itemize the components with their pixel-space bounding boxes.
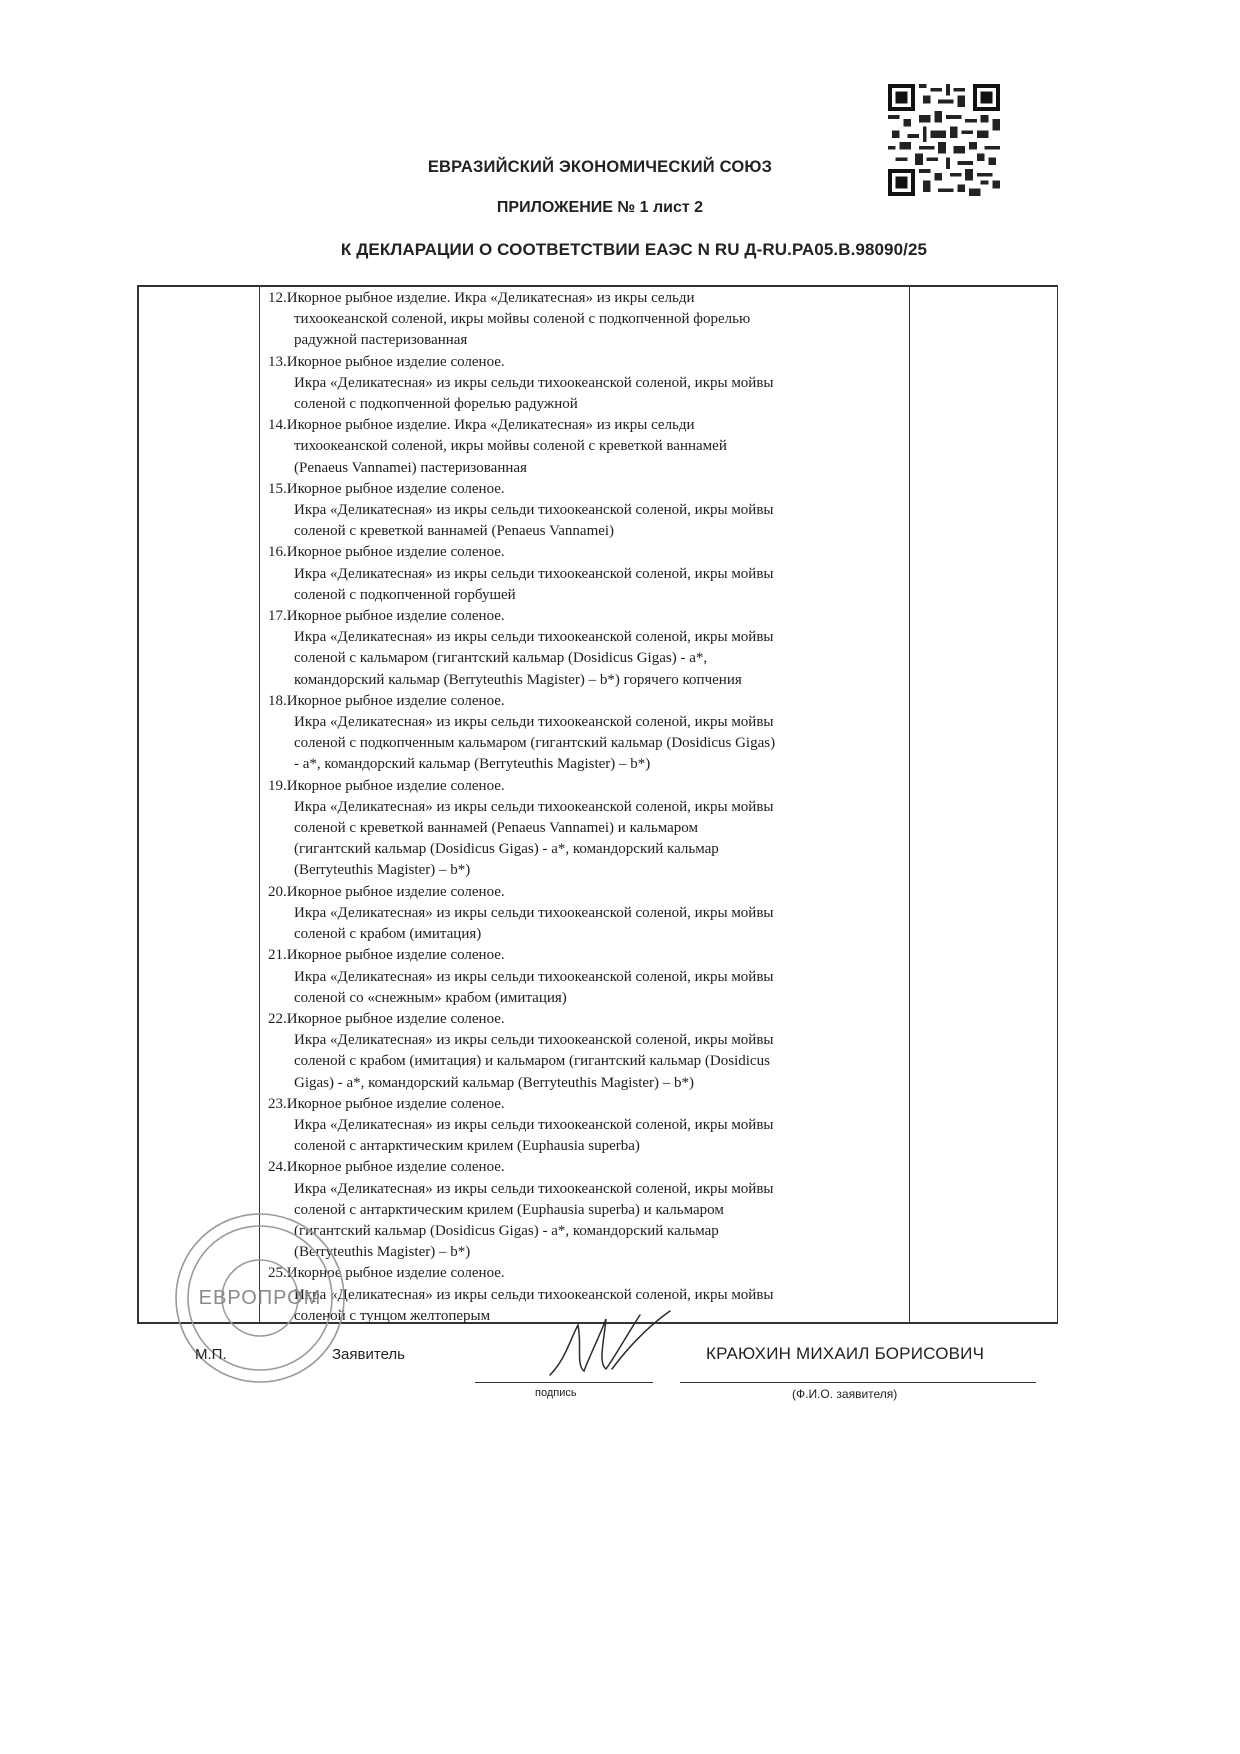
item-description-line: Икра «Деликатесная» из икры сельди тихоокеанской соленой, икры мойвы [294, 502, 774, 519]
list-item [268, 415, 908, 479]
item-heading: Икорное рыбное изделие соленое. [286, 544, 505, 561]
item-description-line: тихоокеанской соленой, икры мойвы соленой с креветкой ваннамей [294, 438, 727, 455]
name-line [680, 1382, 1036, 1383]
signature-icon [540, 1305, 680, 1385]
item-description-line: соленой с кальмаром (гигантский кальмар (Dosidicus Gigas) - а*, [294, 650, 708, 667]
item-heading: Икорное рыбное изделие. Икра «Деликатесная» из икры сельди [286, 290, 695, 306]
table-col-divider-2 [909, 285, 910, 1323]
list-item [268, 288, 908, 352]
item-heading: Икорное рыбное изделие соленое. [286, 608, 505, 625]
item-heading: Икорное рыбное изделие соленое. [286, 1265, 505, 1282]
table-right-border [1057, 285, 1059, 1323]
signature-line [475, 1382, 653, 1383]
item-number: 23. [268, 1095, 287, 1112]
union-title: ЕВРАЗИЙСКИЙ ЭКОНОМИЧЕСКИЙ СОЮЗ [427, 158, 773, 176]
item-number: 13. [268, 353, 287, 370]
appendix-title: ПРИЛОЖЕНИЕ № 1 лист 2 [496, 199, 704, 216]
item-number: 21. [268, 947, 287, 964]
item-heading: Икорное рыбное изделие соленое. [286, 692, 505, 709]
signature-caption: подпись [535, 1387, 577, 1399]
item-number: 15. [268, 480, 287, 497]
applicant-name: КРАЮХИН МИХАИЛ БОРИСОВИЧ [706, 1344, 985, 1363]
item-number: 19. [268, 777, 287, 794]
seal-place-label: М.П. [195, 1346, 227, 1363]
item-description-line: соленой со «снежным» крабом (имитация) [294, 989, 567, 1006]
item-description-line: соленой с подкопченным кальмаром (гигантский кальмар (Dosidicus Gigas) [294, 735, 776, 752]
item-description-line: Gigas) - а*, командорский кальмар (Berryteuthis Magister) – b*) [294, 1074, 695, 1091]
item-heading: Икорное рыбное изделие соленое. [286, 480, 505, 497]
list-item [268, 945, 908, 1009]
name-caption: (Ф.И.О. заявителя) [792, 1387, 898, 1401]
list-item [268, 1157, 908, 1263]
item-description-line: соленой с крабом (имитация) и кальмаром (гигантский кальмар (Dosidicus [294, 1053, 770, 1070]
item-description-line: (гигантский кальмар (Dosidicus Gigas) - а*, командорский кальмар [294, 1222, 719, 1239]
declaration-title: К ДЕКЛАРАЦИИ О СООТВЕТСТВИИ ЕАЭС N RU Д-RU.РА05.В.98090/25 [340, 240, 928, 259]
item-description-line: тихоокеанской соленой, икры мойвы соленой с подкопченной форелью [294, 311, 751, 328]
item-description-line: соленой с подкопченной форелью радужной [294, 396, 578, 413]
item-number: 18. [268, 692, 287, 709]
list-item [268, 1094, 908, 1158]
item-number: 25. [268, 1265, 287, 1282]
table-col-divider-1 [259, 285, 260, 1323]
list-item [268, 691, 908, 776]
qr-code-icon [888, 84, 1000, 196]
item-description-line: соленой с тунцом желтоперым [294, 1307, 491, 1324]
item-heading: Икорное рыбное изделие соленое. [286, 947, 505, 964]
item-number: 20. [268, 883, 287, 900]
item-description-line: командорский кальмар (Berryteuthis Magister) – b*) горячего копчения [294, 671, 742, 688]
table-left-border [137, 285, 139, 1323]
item-description-line: Икра «Деликатесная» из икры сельди тихоокеанской соленой, икры мойвы [294, 1116, 774, 1133]
item-description-line: соленой с креветкой ваннамей (Penaeus Vannamei) и кальмаром [294, 820, 699, 837]
item-number: 12. [268, 290, 287, 306]
item-description-line: Икра «Деликатесная» из икры сельди тихоокеанской соленой, икры мойвы [294, 968, 774, 985]
list-item [268, 606, 908, 691]
item-description-line: Икра «Деликатесная» из икры сельди тихоокеанской соленой, икры мойвы [294, 904, 774, 921]
stamp-text: ЕВРОПРОМ [198, 1287, 322, 1309]
item-description-line: соленой с антарктическим крилем (Euphausia superba) и кальмаром [294, 1201, 724, 1218]
list-item [268, 352, 908, 416]
item-number: 16. [268, 544, 287, 561]
item-description-line: Икра «Деликатесная» из икры сельди тихоокеанской соленой, икры мойвы [294, 629, 774, 646]
product-list [268, 288, 908, 1327]
list-item [268, 882, 908, 946]
item-heading: Икорное рыбное изделие соленое. [286, 1159, 505, 1176]
item-description-line: соленой с креветкой ваннамей (Penaeus Vannamei) [294, 523, 615, 540]
item-description-line: (Penaeus Vannamei) пастеризованная [294, 459, 527, 476]
item-heading: Икорное рыбное изделие соленое. [286, 883, 505, 900]
item-description-line: Икра «Деликатесная» из икры сельди тихоокеанской соленой, икры мойвы [294, 798, 774, 815]
table-top-border [137, 285, 1058, 287]
item-description-line: Икра «Деликатесная» из икры сельди тихоокеанской соленой, икры мойвы [294, 1032, 774, 1049]
item-description-line: соленой с крабом (имитация) [294, 926, 482, 943]
item-description-line: Икра «Деликатесная» из икры сельди тихоокеанской соленой, икры мойвы [294, 714, 774, 731]
item-heading: Икорное рыбное изделие соленое. [286, 1010, 505, 1027]
item-heading: Икорное рыбное изделие. Икра «Деликатесная» из икры сельди [286, 417, 695, 434]
item-heading: Икорное рыбное изделие соленое. [286, 353, 505, 370]
item-heading: Икорное рыбное изделие соленое. [286, 1095, 505, 1112]
item-number: 22. [268, 1010, 287, 1027]
item-description-line: Икра «Деликатесная» из икры сельди тихоокеанской соленой, икры мойвы [294, 1286, 774, 1303]
item-description-line: - а*, командорский кальмар (Berryteuthis Magister) – b*) [294, 756, 651, 773]
item-description-line: (Berryteuthis Magister) – b*) [294, 1244, 471, 1261]
list-item [268, 776, 908, 882]
item-description-line: Икра «Деликатесная» из икры сельди тихоокеанской соленой, икры мойвы [294, 565, 774, 582]
list-item [268, 1009, 908, 1094]
item-description-line: радужной пастеризованная [294, 332, 468, 349]
list-item [268, 479, 908, 543]
item-description-line: Икра «Деликатесная» из икры сельди тихоокеанской соленой, икры мойвы [294, 1180, 774, 1197]
item-number: 14. [268, 417, 287, 434]
applicant-label: Заявитель [332, 1346, 405, 1363]
item-description-line: соленой с подкопченной горбушей [294, 586, 516, 603]
item-heading: Икорное рыбное изделие соленое. [286, 777, 505, 794]
item-description-line: (Berryteuthis Magister) – b*) [294, 862, 471, 879]
item-number: 17. [268, 608, 287, 625]
item-description-line: соленой с антарктическим крилем (Euphausia superba) [294, 1138, 640, 1155]
list-item [268, 542, 908, 606]
item-description-line: (гигантский кальмар (Dosidicus Gigas) - а*, командорский кальмар [294, 841, 719, 858]
item-description-line: Икра «Деликатесная» из икры сельди тихоокеанской соленой, икры мойвы [294, 374, 774, 391]
item-number: 24. [268, 1159, 287, 1176]
